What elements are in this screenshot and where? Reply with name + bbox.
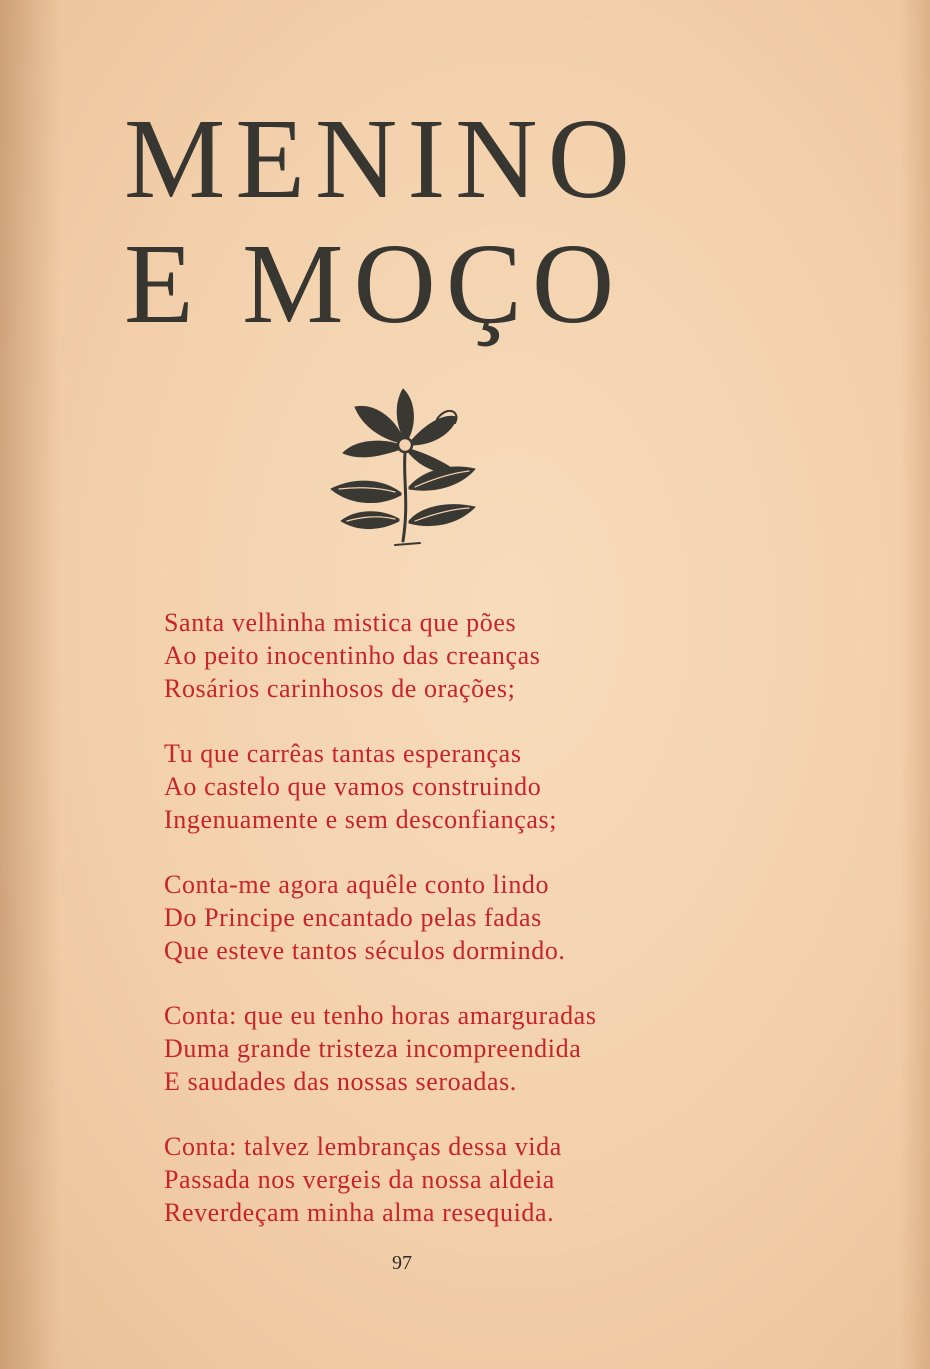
verse-line: Tu que carrêas tantas esperanças	[164, 739, 522, 768]
flower-ornament-icon	[325, 383, 485, 548]
verse-line: Conta: que eu tenho horas amarguradas	[164, 1001, 597, 1030]
verse-line: Ao castelo que vamos construindo	[164, 772, 542, 801]
page-edge-shadow	[900, 0, 930, 1369]
stanza	[164, 606, 724, 705]
stanza	[164, 999, 724, 1098]
verse-line: Rosários carinhosos de orações;	[164, 674, 516, 703]
stanza	[164, 1130, 724, 1229]
poem	[164, 606, 724, 1229]
page-title	[124, 96, 640, 346]
verse-line: Conta: talvez lembranças dessa vida	[164, 1132, 562, 1161]
stanza	[164, 868, 724, 967]
title-line-1: MENINO	[124, 95, 640, 222]
verse-line: Que esteve tantos séculos dormindo.	[164, 936, 566, 965]
verse-line: Ao peito inocentinho das creanças	[164, 641, 541, 670]
verse-line: Do Principe encantado pelas fadas	[164, 903, 542, 932]
verse-line: Santa velhinha mistica que pões	[164, 608, 517, 637]
stanza	[164, 737, 724, 836]
verse-line: Conta-me agora aquêle conto lindo	[164, 870, 550, 899]
verse-line: Passada nos vergeis da nossa aldeia	[164, 1165, 555, 1194]
book-gutter-shadow	[0, 0, 60, 1369]
page-number: 97	[392, 1252, 412, 1274]
verse-line: Ingenuamente e sem desconfianças;	[164, 805, 558, 834]
verse-line: Reverdeçam minha alma resequida.	[164, 1198, 555, 1227]
verse-line: E saudades das nossas seroadas.	[164, 1067, 517, 1096]
title-line-2: E MOÇO	[124, 220, 625, 347]
verse-line: Duma grande tristeza incompreendida	[164, 1034, 582, 1063]
